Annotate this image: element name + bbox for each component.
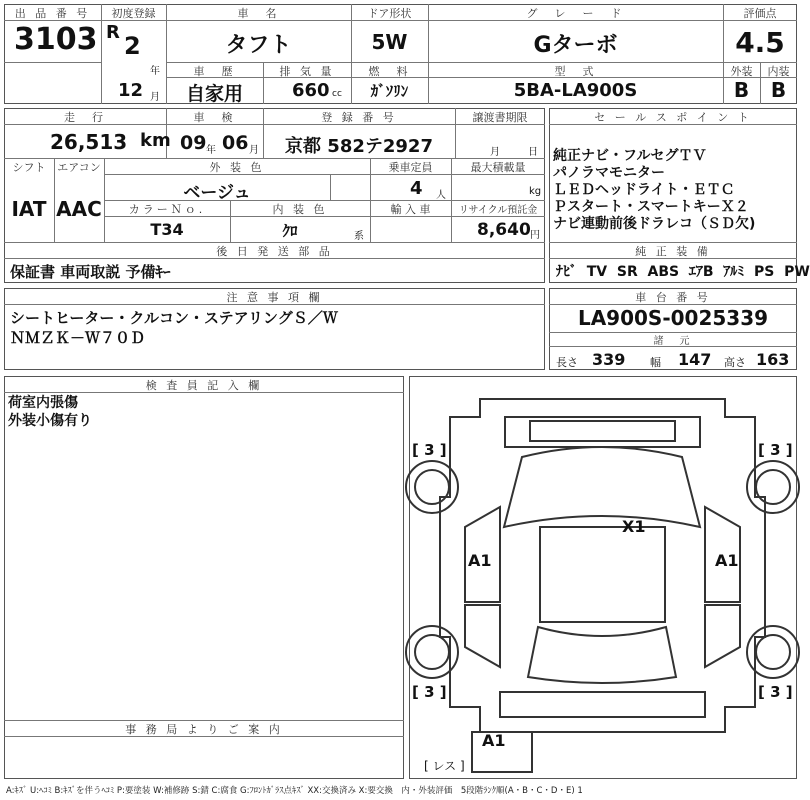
door-rear-right — [705, 605, 740, 667]
transfer-day-unit: 日 — [528, 147, 538, 158]
sales-lines — [553, 148, 755, 233]
fuel-label: 燃 料 — [368, 65, 411, 78]
mileage: 26,513 — [50, 130, 128, 154]
legend: A:ｷｽﾞ U:ﾍｺﾐ B:ｷｽﾞを伴うﾍｺﾐ P:要塗装 W:補修跡 S:錆 C:腐食 G:ﾌﾛﾝﾄｶﾞﾗｽ点ｷｽﾞ XX:交換済み X:要交換 内・外装評価 5段階ﾗﾝｸ順(A・B・C・D・E) 1 — [6, 786, 583, 796]
sales-line: Ｐスタート・スマートキーＸ２ — [553, 199, 749, 215]
len-label: 長さ — [556, 356, 578, 369]
equip-item: ﾅﾋﾞ — [556, 264, 577, 280]
lot-no-label: 出 品 番 号 — [14, 7, 91, 20]
damage-a1-left: A1 — [468, 551, 492, 570]
color-label: 外 装 色 — [209, 161, 265, 174]
shift: IAT — [11, 197, 47, 221]
capacity-label: 乗車定員 — [388, 161, 433, 174]
ac-label: エアコン — [57, 161, 101, 174]
score: 4.5 — [735, 26, 785, 59]
insp-year: 09 — [180, 132, 207, 154]
later-parts: 保証書 車両取説 予備ｷｰ — [10, 263, 171, 281]
reg-month: 12 — [118, 80, 144, 101]
inspector-line: 荷室内張傷 — [8, 395, 78, 411]
inspector-lines — [8, 394, 92, 430]
recycle-unit: 円 — [530, 230, 540, 241]
damage-a1-right: A1 — [715, 551, 739, 570]
sales-line: ＬＥＤヘッドライト・ＥＴＣ — [553, 182, 735, 198]
door-label: ドア形状 — [367, 7, 412, 20]
load-label: 最大積載量 — [470, 161, 526, 174]
car-name-label: 車 名 — [237, 7, 280, 20]
history-label: 車 歴 — [193, 65, 236, 78]
inspection-label: 車 検 — [193, 111, 236, 124]
sales-line: ナビ連動前後ドラレコ（ＳＤ欠) — [553, 216, 756, 232]
grade-label: グ レ ー ド — [526, 7, 625, 20]
recycle-label: リサイクル預託金 — [458, 205, 538, 216]
model: 5BA-LA900S — [513, 80, 638, 101]
hood-panel — [530, 421, 675, 441]
load-unit: kg — [529, 186, 542, 197]
mileage-unit: km — [140, 130, 171, 151]
notes-line: シートヒーター・クルコン・ステアリングＳ／Ｗ — [10, 309, 338, 327]
int-color: ｸﾛ — [282, 222, 298, 240]
rear-bumper — [500, 692, 705, 717]
car-diagram — [409, 376, 797, 779]
dims-label: 諸 元 — [653, 336, 693, 347]
fuel: ｶﾞｿﾘﾝ — [370, 82, 409, 100]
later-parts-label: 後 日 発 送 部 品 — [216, 245, 333, 258]
equip-item: ABS — [647, 264, 680, 280]
lot-no: 3103 — [14, 22, 98, 57]
equip-item: SR — [616, 264, 638, 280]
capacity: 4 — [410, 178, 423, 199]
chassis-no: LA900S-0025339 — [577, 306, 769, 330]
month-unit: 月 — [150, 92, 160, 103]
roof — [540, 527, 665, 622]
office-label: 事 務 局 よ り ご 案 内 — [125, 723, 283, 736]
damage-a1-rear: A1 — [482, 731, 506, 750]
year-unit: 年 — [150, 66, 160, 77]
plate: 京都 582テ2927 — [285, 136, 433, 157]
windshield — [504, 447, 700, 527]
color: ベージュ — [183, 183, 251, 203]
sales-label: セ ー ル ス ポ イ ン ト — [594, 111, 752, 124]
first-reg-label: 初度登録 — [111, 7, 156, 20]
equip-item: PW — [784, 264, 810, 280]
interior-label: 内装 — [767, 65, 790, 78]
door: 5W — [371, 30, 408, 54]
equip-item: TV — [586, 264, 608, 280]
notes-line: ＮＭＺＫ－Ｗ７０Ｄ — [10, 329, 146, 347]
recycle: 8,640 — [477, 220, 531, 240]
sales-line: 純正ナビ・フルセグＴＶ — [553, 148, 707, 164]
score-label: 評価点 — [743, 7, 777, 20]
int-color-label: 内 装 色 — [272, 203, 328, 216]
equip-list — [556, 261, 810, 281]
interior-score: B — [770, 78, 787, 102]
notes-lines — [10, 308, 338, 348]
hei-label: 高さ — [724, 356, 746, 369]
spare-tire-status: [ レス ] — [424, 759, 465, 773]
insp-month: 06 — [222, 132, 249, 154]
displacement: 660 — [292, 80, 330, 101]
cc-unit: cc — [332, 89, 342, 99]
shift-label: シフト — [12, 161, 46, 174]
notes-label: 注 意 事 項 欄 — [226, 291, 323, 304]
inspector-line: 外装小傷有り — [8, 413, 92, 429]
wid: 147 — [678, 350, 712, 369]
damage-x1: X1 — [622, 517, 646, 536]
car-name: タフト — [225, 33, 292, 58]
ac: AAC — [56, 197, 102, 221]
displacement-label: 排 気 量 — [279, 65, 335, 78]
tire-rear-right: [ 3 ] — [758, 683, 793, 701]
transfer-label: 譲渡書期限 — [472, 111, 528, 124]
mileage-label: 走 行 — [64, 111, 106, 124]
equip-item: ｴｱB — [688, 264, 714, 280]
color-no-label: カラーＮｏ. — [128, 203, 206, 216]
rear-glass — [528, 627, 676, 683]
capacity-unit: 人 — [436, 190, 446, 201]
insp-year-unit: 年 — [206, 145, 216, 156]
plate-label: 登 録 番 号 — [321, 111, 397, 124]
insp-month-unit: 月 — [249, 145, 259, 156]
exterior-score: B — [733, 78, 750, 102]
era: R — [106, 22, 120, 43]
model-label: 型 式 — [554, 65, 597, 78]
color-no: T34 — [150, 220, 184, 239]
history: 自家用 — [185, 83, 243, 105]
equip-item: PS — [754, 264, 775, 280]
equip-item: ｱﾙﾐ — [723, 264, 745, 280]
tire-front-left: [ 3 ] — [412, 441, 447, 459]
hei: 163 — [756, 350, 790, 369]
wid-label: 幅 — [650, 356, 661, 369]
tire-front-right: [ 3 ] — [758, 441, 793, 459]
chassis-label: 車 台 番 号 — [635, 291, 711, 304]
inspector-label: 検 査 員 記 入 欄 — [145, 379, 263, 392]
inspector-box — [4, 376, 404, 779]
sales-line: パノラマモニター — [553, 165, 665, 181]
grade: Gターボ — [533, 33, 618, 58]
reg-year: 2 — [124, 32, 141, 60]
tire-rear-left: [ 3 ] — [412, 683, 447, 701]
int-color-suffix: 系 — [354, 231, 364, 242]
exterior-label: 外装 — [730, 65, 753, 78]
door-rear-left — [465, 605, 500, 667]
equip-label: 純 正 装 備 — [635, 245, 711, 258]
transfer-month-unit: 月 — [490, 147, 500, 158]
len: 339 — [592, 350, 626, 369]
import-label: 輸 入 車 — [390, 203, 431, 216]
